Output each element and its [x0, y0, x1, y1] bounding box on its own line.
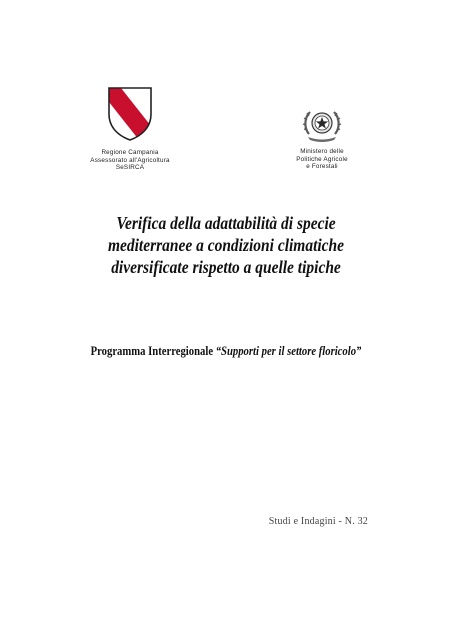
- series-label: Studi e Indagini - N. 32: [268, 516, 368, 527]
- regione-campania-caption: [84, 149, 176, 172]
- ministero-caption: [278, 148, 366, 171]
- program-name: “Supporti per il settore floricolo”: [215, 344, 362, 358]
- caption-line: Regione Campania: [101, 149, 159, 156]
- italian-republic-emblem-icon: [300, 104, 344, 144]
- caption-line: Assessorato all'Agricoltura: [90, 156, 170, 164]
- program-prefix: Programma Interregionale: [90, 344, 216, 358]
- caption-line: Politiche Agricole: [296, 155, 348, 163]
- title-line: Verifica della adattabilità di specie: [116, 213, 336, 233]
- caption-line: Ministero delle: [300, 148, 344, 155]
- caption-line: e Forestali: [306, 163, 338, 171]
- title-line: mediterranee a condizioni climatiche: [107, 235, 345, 255]
- title-line: diversificate rispetto a quelle tipiche: [111, 257, 341, 277]
- caption-line: SeSIRCA: [115, 164, 145, 172]
- regione-campania-shield-icon: [107, 86, 153, 142]
- document-title: [62, 212, 389, 278]
- program-line: [57, 344, 394, 359]
